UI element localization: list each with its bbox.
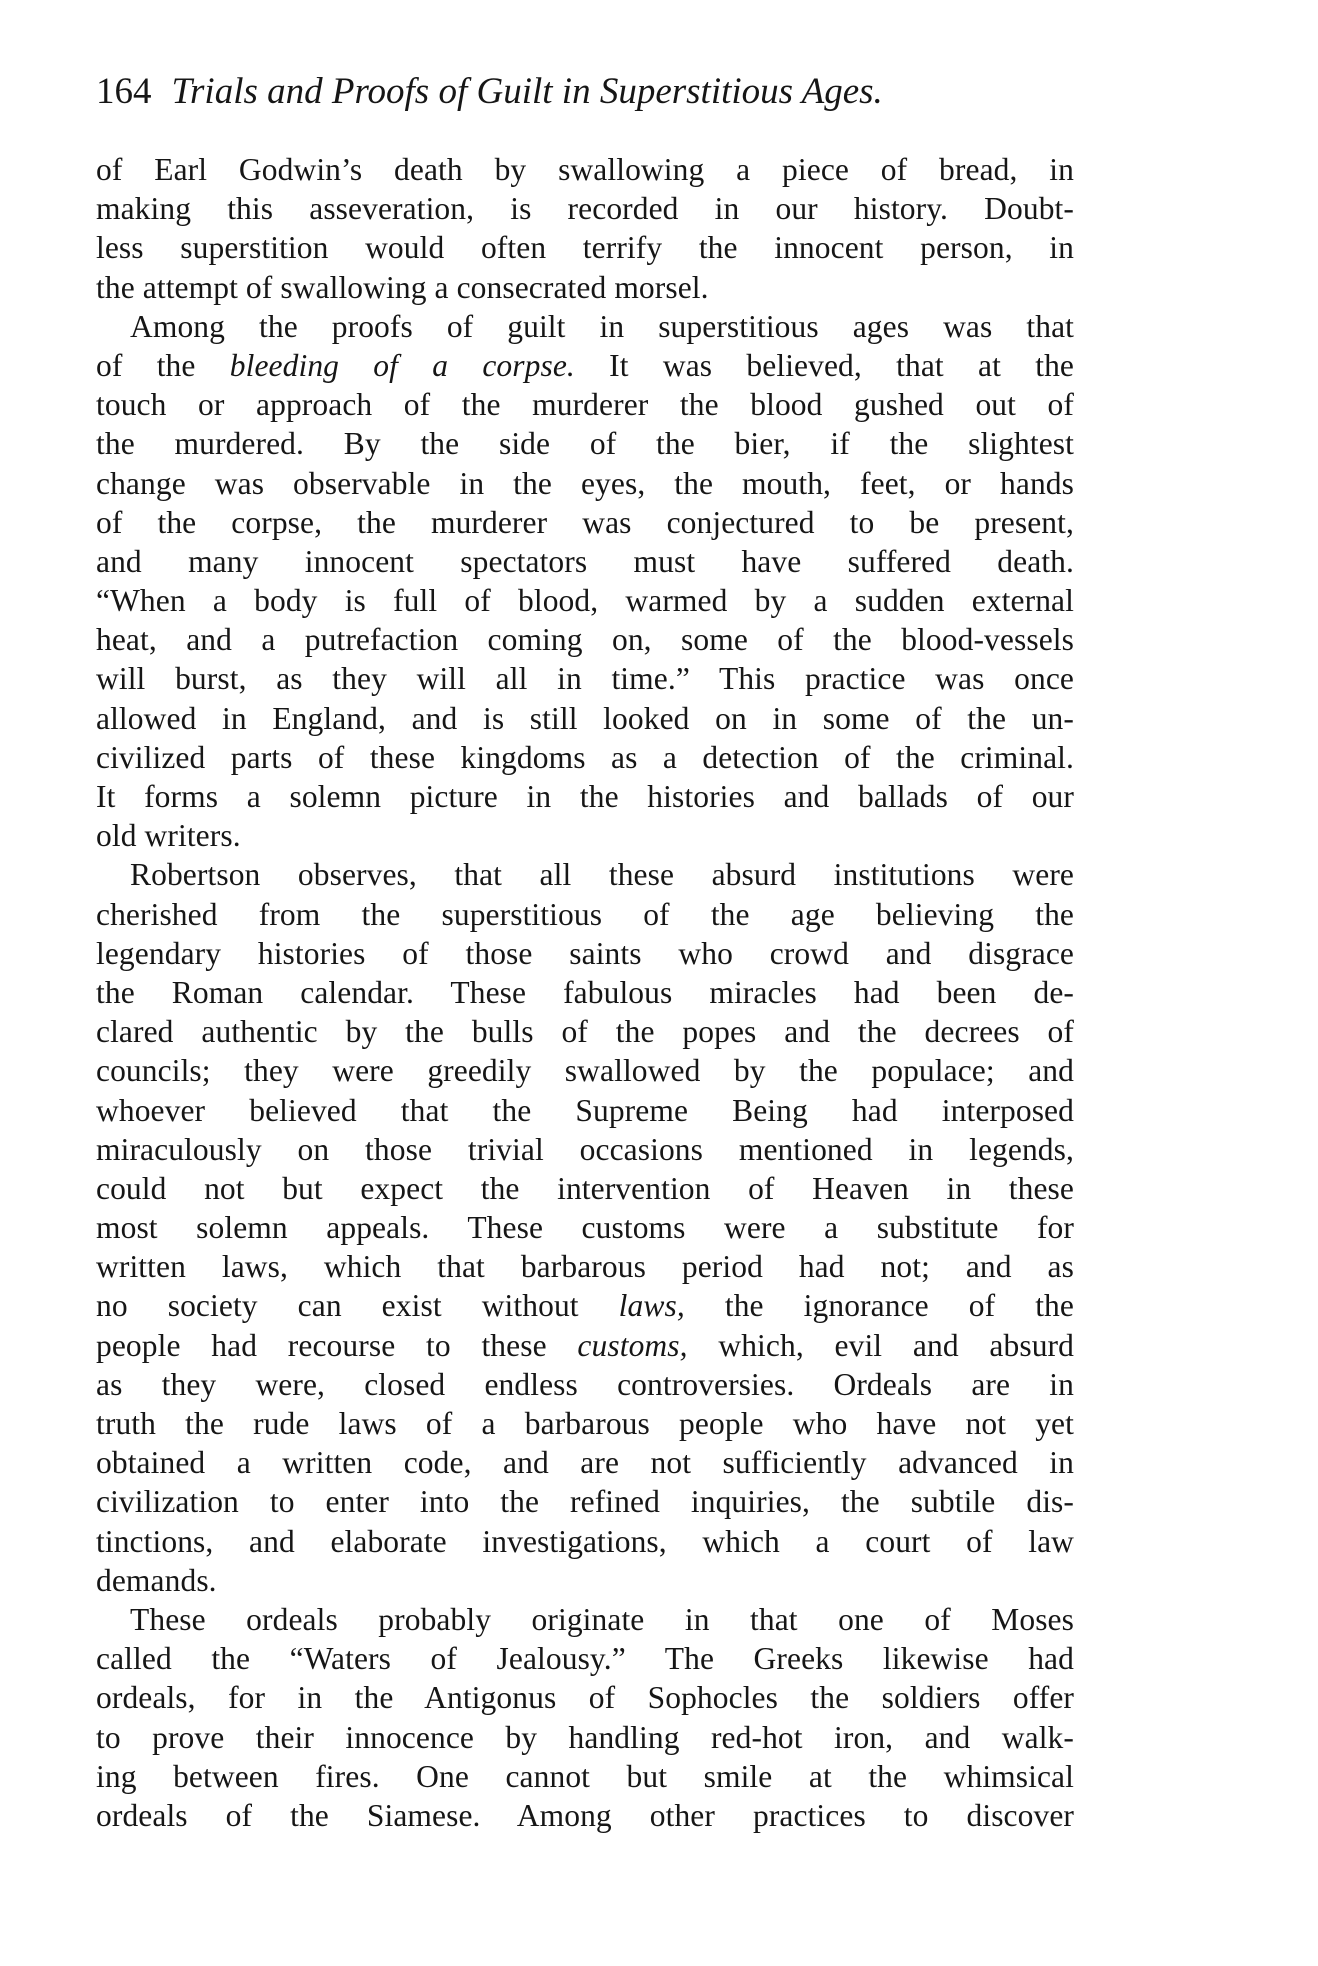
text-line: demands. <box>96 1562 217 1598</box>
text-line: truth the rude laws of a barbarous people who have not yet <box>96 1406 1074 1441</box>
text-line: making this asseveration, is recorded in our history. Doubt- <box>96 191 1074 227</box>
text-line: the Roman calendar. These fabulous miracles had been de- <box>96 974 1074 1010</box>
text-line: heat, and a putrefaction coming on, some of the blood-vessels <box>96 622 1074 658</box>
text-line: “When a body is full of blood, warmed by a sudden external <box>96 583 1074 619</box>
text-line: less superstition would often terrify the innocent person, in <box>96 230 1074 266</box>
text-line: allowed in England, and is still looked on in some of the un- <box>96 700 1074 736</box>
text-segment: the ignorance of the <box>684 1288 1074 1324</box>
text-segment: of the <box>96 347 230 383</box>
text-line: of the corpse, the murderer was conjectured to be present, <box>96 504 1074 540</box>
text-line: These ordeals probably originate in that one of Moses <box>130 1601 1074 1637</box>
text-line: the attempt of swallowing a consecrated morsel. <box>96 269 709 305</box>
text-line <box>96 1286 1074 1325</box>
text-line: Among the proofs of guilt in superstitious ages was that <box>130 308 1074 344</box>
text-line: change was observable in the eyes, the mouth, feet, or hands <box>96 465 1074 501</box>
running-title: Trials and Proofs of Guilt in Superstitious Ages. <box>171 71 883 112</box>
text-line <box>96 1326 1074 1365</box>
text-line: to prove their innocence by handling red-hot iron, and walk- <box>96 1719 1074 1755</box>
text-line: written laws, which that barbarous period had not; and as <box>96 1249 1074 1285</box>
italic-phrase: bleeding of a corpse. <box>229 347 575 383</box>
text-line: clared authentic by the bulls of the popes and the decrees of <box>96 1014 1074 1050</box>
text-line: It forms a solemn picture in the histories and ballads of our <box>96 779 1074 814</box>
text-line: ordeals of the Siamese. Among other practices to discover <box>96 1797 1074 1833</box>
text-line: ordeals, for in the Antigonus of Sophocles the soldiers offer <box>96 1680 1074 1716</box>
text-line: Robertson observes, that all these absurd institutions were <box>130 857 1074 893</box>
body-text <box>96 150 1074 1835</box>
text-line: tinctions, and elaborate investigations, which a court of law <box>96 1523 1074 1559</box>
text-line: old writers. <box>96 818 241 854</box>
italic-phrase: customs, <box>577 1327 688 1363</box>
text-line: civilization to enter into the refined inquiries, the subtile dis- <box>96 1484 1074 1520</box>
paragraph <box>96 150 1074 307</box>
text-line: and many innocent spectators must have suffered death. <box>96 543 1074 579</box>
paragraph <box>96 855 1074 1600</box>
text-line: could not but expect the intervention of Heaven in these <box>96 1170 1074 1206</box>
text-line: called the “Waters of Jealousy.” The Greeks likewise had <box>96 1641 1074 1677</box>
text-line: miraculously on those trivial occasions mentioned in legends, <box>96 1131 1074 1167</box>
text-line: obtained a written code, and are not sufficiently advanced in <box>96 1445 1074 1481</box>
paragraph <box>96 307 1074 856</box>
text-segment: It was believed, that at the <box>574 347 1075 383</box>
text-segment: people had recourse to these <box>96 1327 578 1363</box>
text-line: legendary histories of those saints who crowd and disgrace <box>96 935 1074 971</box>
text-line: ing between fires. One cannot but smile at the whimsical <box>96 1758 1074 1794</box>
text-line: whoever believed that the Supreme Being had interposed <box>96 1092 1074 1128</box>
text-segment: which, evil and absurd <box>687 1327 1074 1363</box>
text-segment: no society can exist without <box>96 1288 619 1324</box>
text-line: cherished from the superstitious of the age believing the <box>96 896 1074 932</box>
text-line: the murdered. By the side of the bier, if the slightest <box>96 426 1074 462</box>
text-line: will burst, as they will all in time.” This practice was once <box>96 661 1074 697</box>
running-head <box>96 64 1076 120</box>
text-line: touch or approach of the murderer the blood gushed out of <box>96 387 1074 423</box>
text-line: councils; they were greedily swallowed by the populace; and <box>96 1053 1074 1089</box>
text-line: civilized parts of these kingdoms as a detection of the criminal. <box>96 739 1074 775</box>
text-line: as they were, closed endless controversies. Ordeals are in <box>96 1366 1074 1402</box>
paragraph <box>96 1600 1074 1835</box>
text-line: of Earl Godwin’s death by swallowing a piece of bread, in <box>96 152 1074 187</box>
italic-phrase: laws, <box>618 1288 685 1324</box>
page-number: 164 <box>96 71 152 112</box>
text-line: most solemn appeals. These customs were a substitute for <box>96 1210 1074 1246</box>
text-line <box>96 346 1074 385</box>
